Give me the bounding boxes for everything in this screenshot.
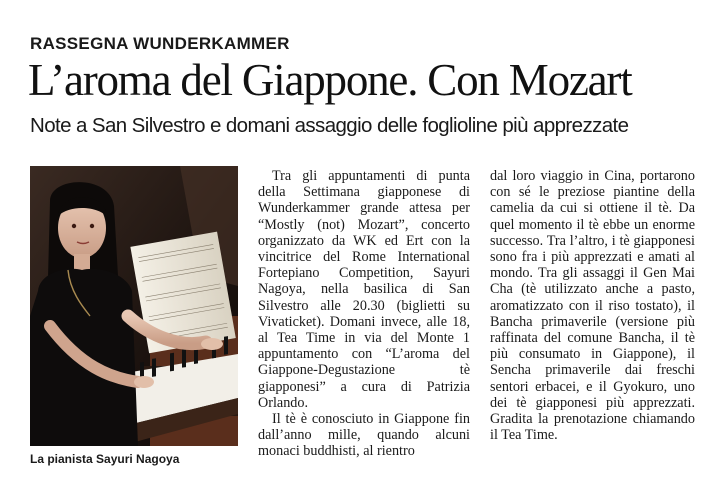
paragraph: dal loro viaggio in Cina, portarono con sé le preziose piantine della camelia da cui si ottiene il tè. Da quel momento il tè ebbe un enorme successo. Tra l’altro, i tè giapponesi sono fra i più apprezzati e amati al mondo. Tra gli assaggi il Gen Mai Cha (tè utilizzato anche a pasto, aromatizzato con il riso tostato), il Bancha primaverile (versione più raffinata del comune Bancha, il tè più consumato in Giappone), il Sencha primaverile dai freschi sentori erbacei, e il Gyokuro, uno dei tè giapponesi più apprezzati. Gradita la prenotazione chiamando il Tea Time. (490, 168, 695, 444)
headline: L’aroma del Giappone. Con Mozart (28, 55, 632, 105)
photo-caption: La pianista Sayuri Nagoya (30, 452, 180, 466)
article-column-1 (258, 168, 470, 460)
article-column-2 (490, 168, 695, 443)
article-photo (30, 166, 238, 446)
pianist-photo-illustration (30, 166, 238, 446)
paragraph: Il tè è conosciuto in Giappone fin dall’anno mille, quando alcuni monaci buddhisti, al rientro (258, 411, 470, 460)
paragraph: Tra gli appuntamenti di punta della Settimana giapponese di Wunderkammer grande attesa per “Mostly (not) Mozart”, concerto organizzato da WK ed Ert con la vincitrice del Rome International Fortepiano Competition, Sayuri Nagoya, nella basilica di San Silvestro alle 20.30 (biglietti su Vivaticket). Domani invece, alle 18, al Tea Time in via del Monte 1 appuntamento con “L’aroma del Giappone-Degustazione tè giapponesi” a cura di Patrizia Orlando. (258, 168, 470, 411)
section-rubric: RASSEGNA WUNDERKAMMER (30, 34, 290, 53)
subheadline: Note a San Silvestro e domani assaggio delle foglioline più apprezzate (30, 114, 629, 137)
